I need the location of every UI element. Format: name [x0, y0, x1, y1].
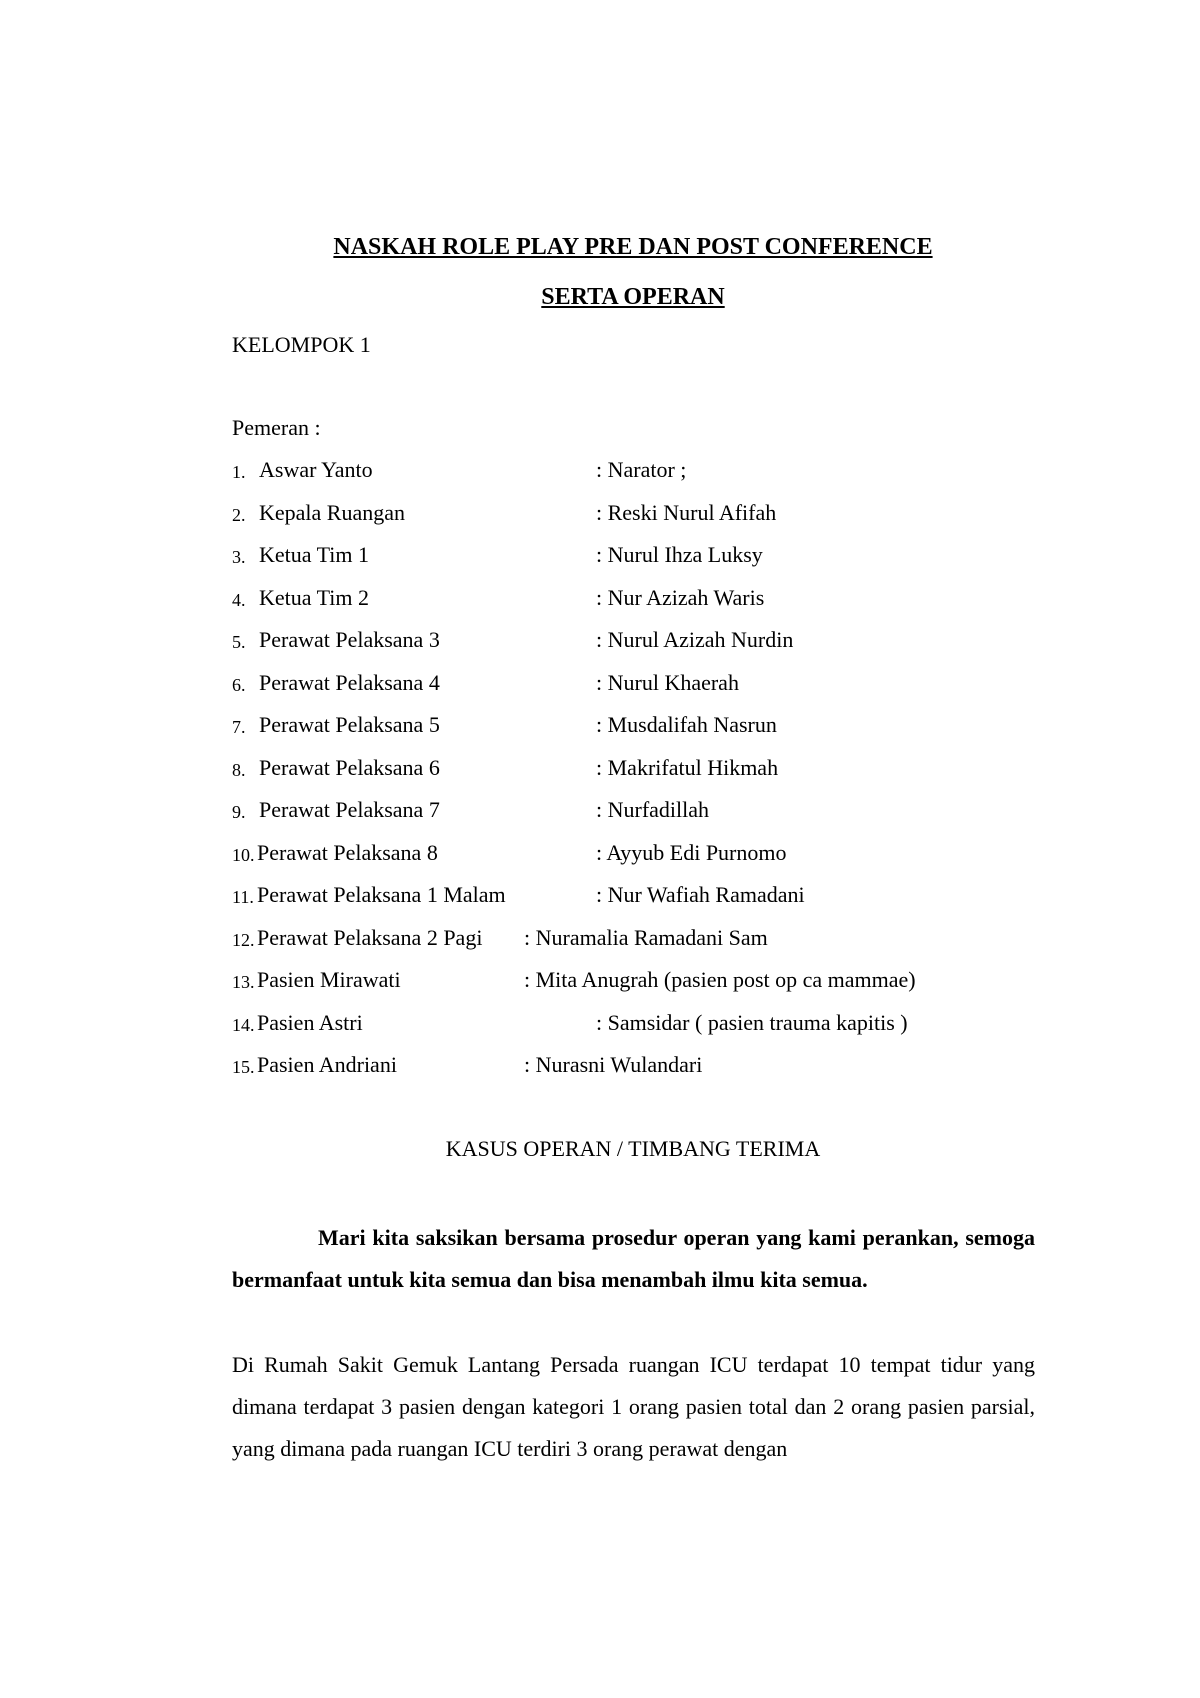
cast-item [232, 923, 992, 966]
cast-number: 9. [232, 802, 246, 822]
cast-number: 5. [232, 632, 246, 652]
cast-actor: : Narator ; [596, 457, 687, 482]
cast-item [232, 540, 992, 583]
cast-number: 15. [232, 1057, 255, 1077]
cast-role: Pasien Mirawati [257, 967, 401, 992]
cast-actor: : Nurul Khaerah [596, 669, 739, 695]
cast-actor: : Mita Anugrah (pasien post op ca mammae) [524, 967, 916, 992]
cast-item [232, 753, 992, 796]
cast-role: Perawat Pelaksana 5 [259, 712, 440, 737]
cast-number: 4. [232, 589, 246, 610]
cast-role: Perawat Pelaksana 2 Pagi [257, 924, 483, 950]
cast-number: 14. [232, 1014, 255, 1035]
cast-role: Perawat Pelaksana 8 [257, 839, 438, 865]
cast-actor: : Samsidar ( pasien trauma kapitis ) [596, 1009, 908, 1035]
cast-number: 12. [232, 929, 255, 950]
cast-number: 1. [232, 462, 246, 482]
document-title-line-2: SERTA OPERAN [541, 284, 725, 310]
cast-actor: : Nur Wafiah Ramadani [596, 882, 805, 907]
cast-item [232, 583, 992, 626]
cast-item [232, 1008, 992, 1051]
cast-role: Perawat Pelaksana 6 [259, 754, 440, 780]
cast-role: Ketua Tim 2 [259, 584, 370, 610]
cast-number: 8. [232, 759, 246, 780]
cast-actor: : Nurasni Wulandari [524, 1052, 703, 1077]
cast-actor: : Nur Azizah Waris [596, 584, 765, 610]
cast-item [232, 625, 992, 668]
cast-item [232, 668, 992, 711]
cast-item [232, 965, 992, 1008]
cast-number: 6. [232, 674, 246, 695]
cast-role: Perawat Pelaksana 4 [259, 669, 440, 695]
cast-role: Pasien Andriani [257, 1052, 397, 1077]
body-paragraph: Di Rumah Sakit Gemuk Lantang Persada ruangan ICU terdapat 10 tempat tidur yang dimana terdapat 3 pasien dengan kategori 1 orang pasien total dan 2 orang pasien parsial, yang dimana pada ruangan ICU terdiri 3 orang perawat dengan [232, 1352, 1035, 1461]
cast-number: 2. [232, 504, 246, 525]
cast-actor: : Ayyub Edi Purnomo [596, 839, 787, 865]
cast-actor: : Nurfadillah [596, 797, 710, 822]
cast-item [232, 880, 992, 923]
group-label: KELOMPOK 1 [232, 332, 371, 357]
cast-role: Pasien Astri [257, 1009, 363, 1035]
cast-role: Aswar Yanto [259, 457, 373, 482]
cast-item [232, 455, 992, 498]
cast-number: 3. [232, 547, 246, 567]
cast-actor: : Musdalifah Nasrun [596, 712, 777, 737]
document-title-line-1: NASKAH ROLE PLAY PRE DAN POST CONFERENCE [333, 234, 933, 260]
cast-actor: : Reski Nurul Afifah [596, 499, 777, 525]
intro-paragraph: Mari kita saksikan bersama prosedur operan yang kami perankan, semoga bermanfaat untuk kita semua dan bisa menambah ilmu kita semua. [232, 1225, 1035, 1292]
cast-item [232, 795, 992, 838]
cast-list [232, 455, 992, 1093]
cast-item [232, 498, 992, 541]
cast-actor: : Nurul Azizah Nurdin [596, 627, 794, 652]
cast-number: 13. [232, 972, 255, 992]
cast-role: Perawat Pelaksana 1 Malam [257, 882, 506, 907]
cast-number: 11. [232, 887, 254, 907]
cast-item [232, 710, 992, 753]
cast-role: Perawat Pelaksana 7 [259, 797, 440, 822]
cast-item [232, 1050, 992, 1093]
cast-role: Ketua Tim 1 [259, 542, 370, 567]
cast-actor: : Makrifatul Hikmah [596, 754, 779, 780]
cast-role: Kepala Ruangan [259, 499, 405, 525]
cast-number: 7. [232, 717, 246, 737]
cast-item [232, 838, 992, 881]
cast-actor: : Nuramalia Ramadani Sam [524, 924, 768, 950]
section-title: KASUS OPERAN / TIMBANG TERIMA [445, 1136, 821, 1161]
cast-role: Perawat Pelaksana 3 [259, 627, 440, 652]
cast-actor: : Nurul Ihza Luksy [596, 542, 763, 567]
cast-number: 10. [232, 844, 255, 865]
cast-label: Pemeran : [232, 415, 321, 440]
